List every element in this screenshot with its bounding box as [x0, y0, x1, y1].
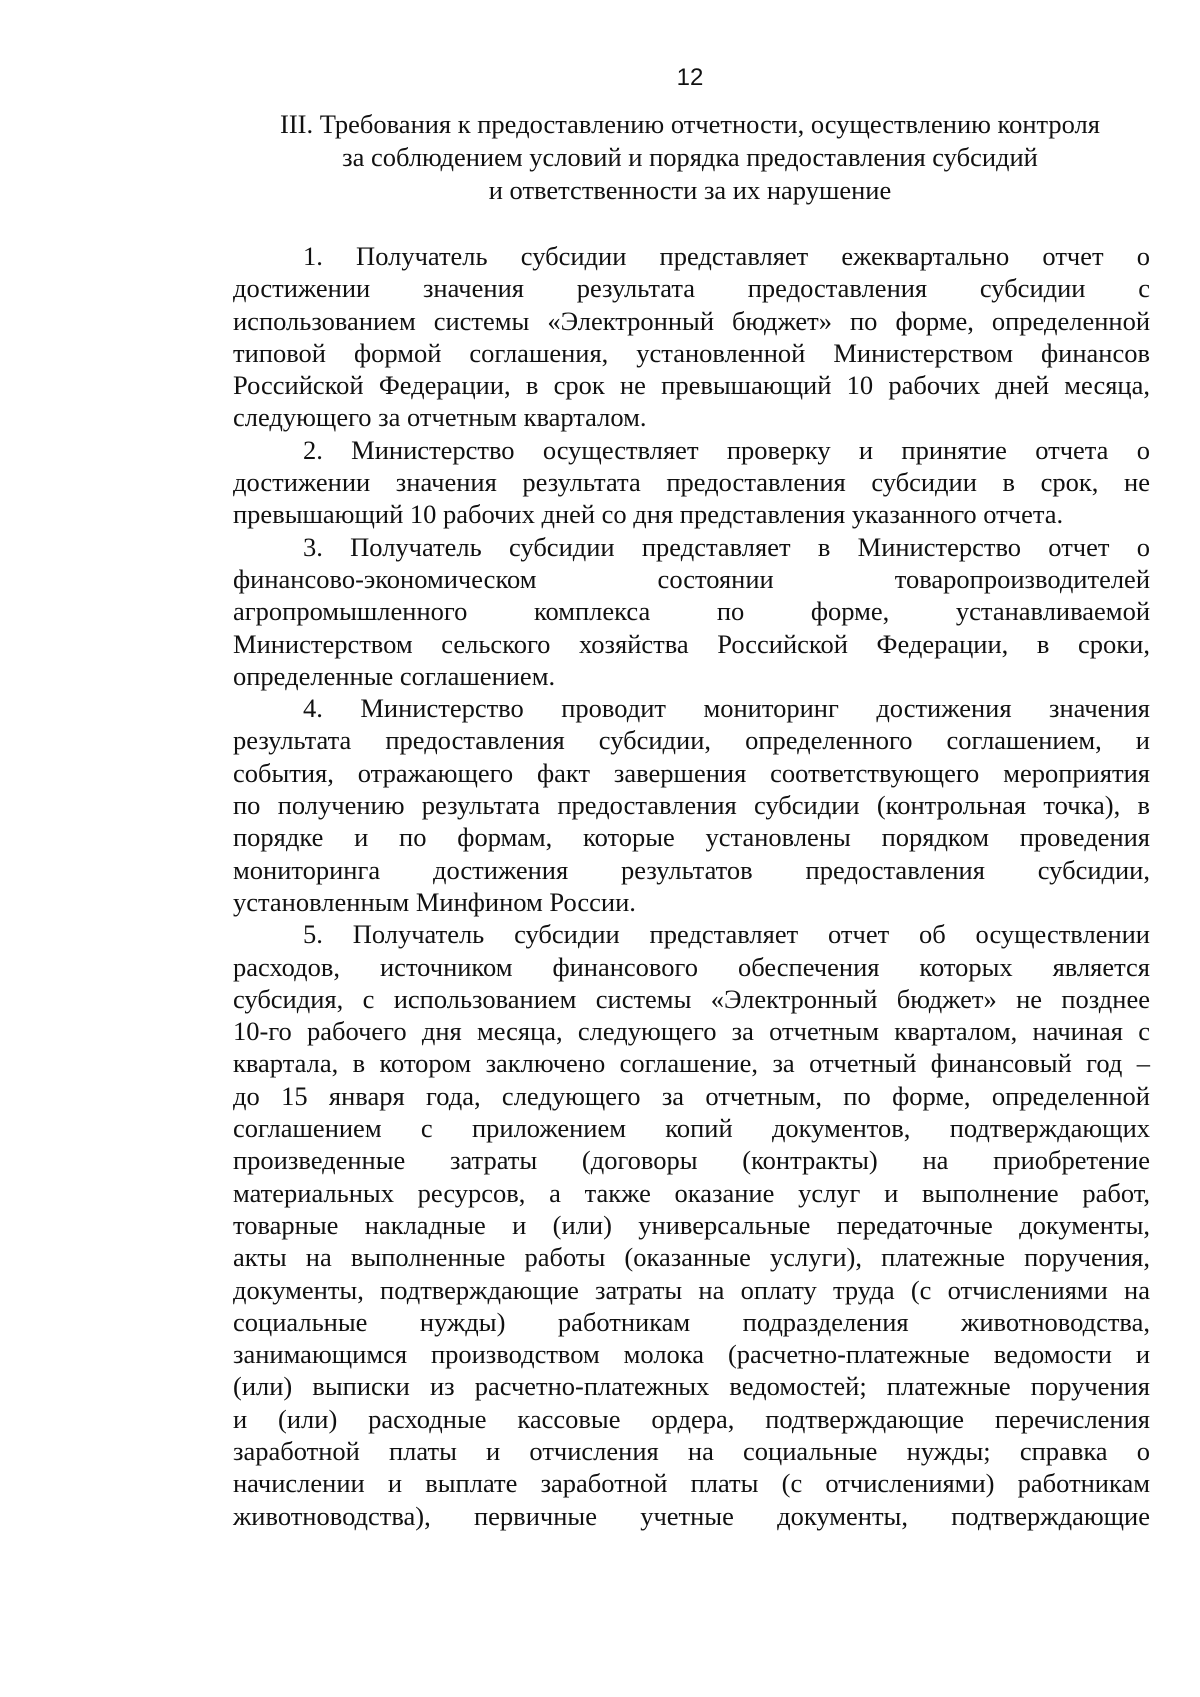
section-title-line: за соблюдением условий и порядка предоставления субсидий [342, 142, 1038, 172]
section-title [230, 108, 1150, 207]
document-body [233, 240, 1150, 1532]
paragraph-2 [233, 434, 1150, 531]
text-line: результата предоставления субсидии, определенного соглашением, и [233, 725, 1150, 756]
text-line: соглашением с приложением копий документов, подтверждающих [233, 1113, 1150, 1144]
text-line: акты на выполненные работы (оказанные услуги), платежные поручения, [233, 1242, 1150, 1273]
text-line: животноводства), первичные учетные документы, подтверждающие [233, 1500, 1150, 1531]
text-line: (или) выписки из расчетно-платежных ведомостей; платежные поручения [233, 1371, 1150, 1402]
text-line: превышающий 10 рабочих дней со дня представления указанного отчета. [233, 499, 1064, 530]
text-line: агропромышленного комплекса по форме, устанавливаемой [233, 596, 1150, 627]
text-line: произведенные затраты (договоры (контракты) на приобретение [233, 1145, 1150, 1176]
text-line: Министерством сельского хозяйства Российской Федерации, в сроки, [233, 628, 1150, 659]
text-line: начислении и выплате заработной платы (с отчислениями) работникам [233, 1468, 1150, 1499]
text-line: товарные накладные и (или) универсальные передаточные документы, [233, 1209, 1150, 1240]
text-line: 10-го рабочего дня месяца, следующего за отчетным кварталом, начиная с [233, 1016, 1150, 1047]
text-line: до 15 января года, следующего за отчетным, по форме, определенной [233, 1080, 1150, 1111]
text-line: по получению результата предоставления субсидии (контрольная точка), в [233, 790, 1150, 821]
text-line: занимающимся производством молока (расчетно-платежные ведомости и [233, 1339, 1150, 1370]
text-line: субсидия, с использованием системы «Электронный бюджет» не позднее [233, 983, 1150, 1014]
text-line: определенные соглашением. [233, 660, 556, 691]
text-line: следующего за отчетным кварталом. [233, 402, 647, 433]
text-line: квартала, в котором заключено соглашение, за отчетный финансовый год – [233, 1048, 1150, 1079]
text-line: заработной платы и отчисления на социальные нужды; справка о [233, 1435, 1150, 1466]
text-line: типовой формой соглашения, установленной Министерством финансов [233, 337, 1150, 368]
text-line: и (или) расходные кассовые ордера, подтверждающие перечисления [233, 1403, 1150, 1434]
paragraph-3 [233, 531, 1150, 692]
text-line: 2. Министерство осуществляет проверку и принятие отчета о [303, 434, 1150, 465]
paragraph-1 [233, 240, 1150, 434]
section-title-line: и ответственности за их нарушение [488, 175, 892, 205]
text-line: расходов, источником финансового обеспечения которых является [233, 951, 1150, 982]
paragraph-5 [233, 918, 1150, 1532]
text-line: достижении значения результата предоставления субсидии в срок, не [233, 467, 1150, 498]
text-line: Российской Федерации, в срок не превышающий 10 рабочих дней месяца, [233, 370, 1150, 401]
text-line: 3. Получатель субсидии представляет в Министерство отчет о [303, 531, 1150, 562]
text-line: материальных ресурсов, а также оказание услуг и выполнение работ, [233, 1177, 1150, 1208]
text-line: достижении значения результата предоставления субсидии с [233, 273, 1150, 304]
text-line: порядке и по формам, которые установлены порядком проведения [233, 822, 1150, 853]
text-line: финансово-экономическом состоянии товаропроизводителей [233, 563, 1150, 594]
text-line: события, отражающего факт завершения соответствующего мероприятия [233, 757, 1150, 788]
page-number: 12 [676, 64, 704, 91]
text-line: документы, подтверждающие затраты на оплату труда (с отчислениями на [233, 1274, 1150, 1305]
text-line: использованием системы «Электронный бюджет» по форме, определенной [233, 305, 1150, 336]
section-title-line: III. Требования к предоставлению отчетности, осуществлению контроля [280, 109, 1100, 139]
text-line: 4. Министерство проводит мониторинг достижения значения [303, 693, 1150, 724]
text-line: социальные нужды) работникам подразделения животноводства, [233, 1306, 1150, 1337]
text-line: 1. Получатель субсидии представляет ежеквартально отчет о [303, 241, 1150, 271]
text-line: мониторинга достижения результатов предоставления субсидии, [233, 854, 1150, 885]
paragraph-4 [233, 692, 1150, 918]
text-line: установленным Минфином России. [233, 886, 636, 917]
text-line: 5. Получатель субсидии представляет отчет об осуществлении [303, 919, 1150, 950]
